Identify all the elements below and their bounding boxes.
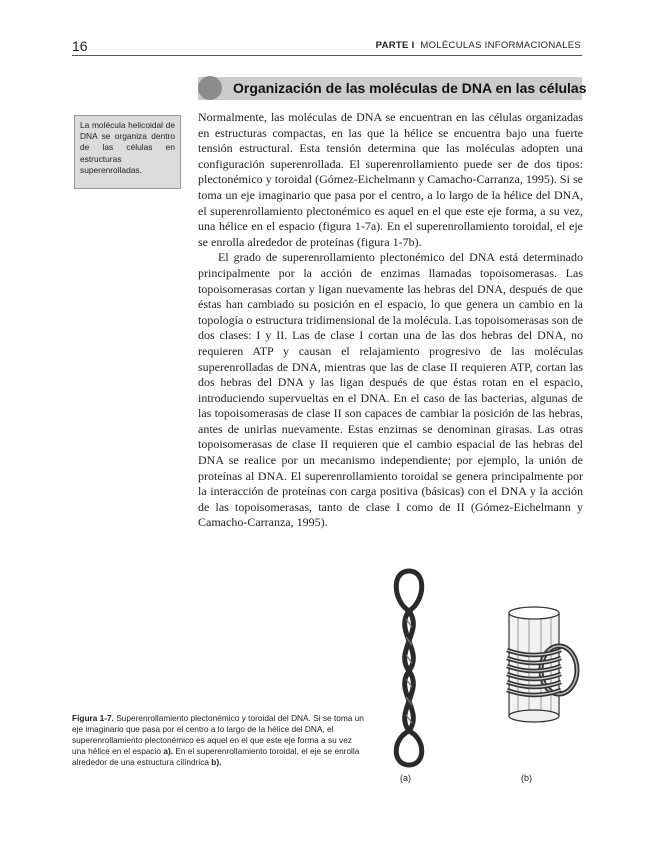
- running-head-chapter: MOLÉCULAS INFORMACIONALES: [420, 40, 581, 51]
- cylinder-top: [509, 607, 559, 619]
- body-text: [198, 110, 583, 531]
- plectonemic-supercoil-figure: [384, 567, 434, 769]
- figure-caption: [72, 713, 364, 768]
- page-number: 16: [72, 38, 88, 54]
- paragraph: Normalmente, las moléculas de DNA se encuentran en las células organizadas en estructuras compactas, en las que la hélice se encuentra bajo una fuerte tensión estructural. Esta tensión determina que las moléculas adopten una configuración superenrollada. El superenrollamiento puede ser de dos tipos: plectonémico y toroidal (Gómez-Eichelmann y Camacho-Carranza, 1995). Si se toma un eje imaginario que pasa por el centro, a lo largo de la hélice del DNA, el superenrollamiento plectonémico es aquel en el que este eje forma, a su vez, una hélice en el espacio (figura 1-7a). En el superenrollamiento toroidal, el eje se enrolla alrededor de proteínas (figura 1-7b).: [198, 110, 583, 249]
- figure-caption-ref-a: a).: [163, 746, 174, 757]
- header-rule: [72, 55, 582, 56]
- section-title: Organización de las moléculas de DNA en las células: [233, 80, 587, 96]
- figure-caption-text: En el superenrollamiento toroidal, el eje se enrolla alrededor de una estructura cilíndrica: [72, 746, 360, 768]
- margin-note: La molécula helicoidal de DNA se organiza dentro de las células en estructuras superenrolladas.: [74, 115, 181, 189]
- running-head-part: PARTE I: [375, 40, 415, 51]
- toroidal-supercoil-figure: [505, 604, 585, 728]
- figure-caption-label: Figura 1-7.: [72, 713, 114, 723]
- supercoil-bottom-loop: [396, 731, 422, 765]
- figure-caption-ref-b: b).: [211, 757, 222, 768]
- supercoil-top-loop: [396, 571, 422, 611]
- figure-label-b: (b): [521, 773, 532, 783]
- figure-label-a: (a): [400, 773, 411, 783]
- paragraph: El grado de superenrollamiento plectonémico del DNA está determinado principalmente por la acción de enzimas llamadas topoisomerasas. Las topoisomerasas cortan y ligan nuevamente las hebras del DNA, después de que éstas han cambiado su posición en el espacio, lo que genera un cambio en la topología o estructura tridimensional de la molécula. Las topoisomerasas son de dos clases: I y II. Las de clase I cortan una de las dos hebras del DNA, no requieren ATP y causan el relajamiento progresivo de las moléculas superenrolladas de DNA, mientras que las de clase II requieren ATP, cortan las dos hebras del DNA y las ligan después de que éstas rotan en el espacio, introduciendo supervueltas en el DNA. En el caso de las bacterias, algunas de las topoisomerasas de clase II son capaces de cambiar la posición de las hebras, antes de unirlas nuevamente. Estas enzimas se denominan girasas. Las otras topoisomerasas de clase II requieren que el cambio espacial de las hebras del DNA se realice por un mecanismo independiente; por ejemplo, la unión de proteínas al DNA. El superenrollamiento toroidal se genera principalmente por la interacción de proteínas con carga positiva (básicas) con el DNA y la acción de las topoisomerasas, tanto de clase I como de II (Gómez-Eichelmann y Camacho-Carranza, 1995).: [198, 250, 583, 530]
- figure-caption-text: Superenrollamiento plectonémico y toroidal del DNA. Si se toma un eje imaginario que pasa por el centro a lo largo de la hélice del DNA, el superenrollamiento plectonémico es aquel en el que este eje forma a su vez una hélice en el espacio: [72, 713, 364, 757]
- section-bullet-icon: [198, 76, 222, 100]
- running-head: [376, 40, 581, 51]
